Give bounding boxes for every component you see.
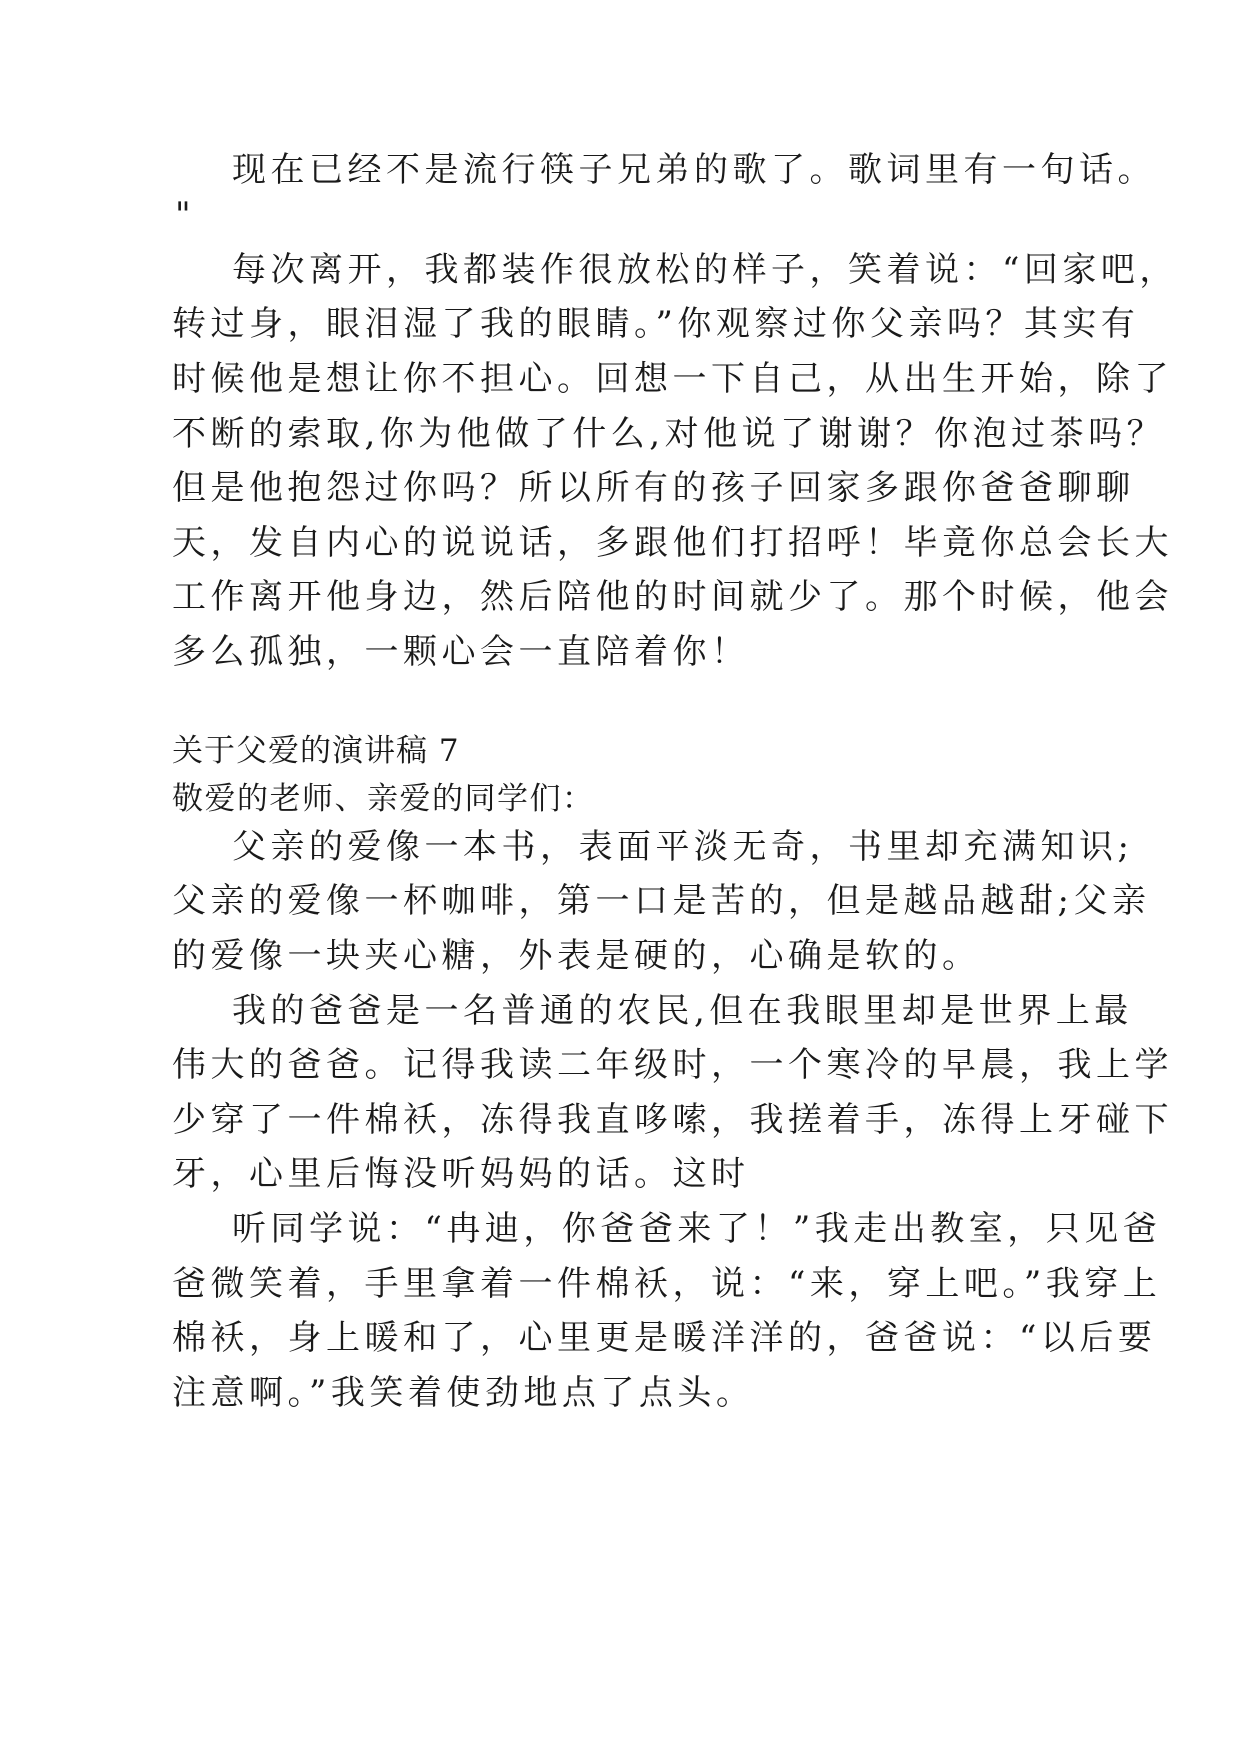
text-line: " [175, 195, 196, 235]
text-line: 少穿了一件棉袄，冻得我直哆嗦，我搓着手，冻得上牙碰下 [172, 1100, 1173, 1140]
text-line: 时候他是想让你不担心。回想一下自己，从出生开始，除了 [172, 359, 1173, 399]
text-line: 棉袄，身上暖和了，心里更是暖洋洋的，爸爸说：“以后要 [172, 1318, 1157, 1358]
text-line: 爸微笑着，手里拿着一件棉袄，说：“来，穿上吧。”我穿上 [172, 1264, 1162, 1304]
section-heading: 关于父爱的演讲稿 7 [172, 733, 460, 769]
text-line: 伟大的爸爸。记得我读二年级时，一个寒冷的早晨，我上学 [172, 1045, 1173, 1085]
greeting-line: 敬爱的老师、亲爱的同学们： [172, 781, 595, 817]
text-line: 但是他抱怨过你吗？所以所有的孩子回家多跟你爸爸聊聊 [172, 468, 1135, 508]
text-line: 天，发自内心的说说话，多跟他们打招呼！毕竟你总会长大 [172, 523, 1173, 563]
text-line: 工作离开他身边，然后陪他的时间就少了。那个时候，他会 [172, 577, 1173, 617]
text-line: 注意啊。”我笑着使劲地点了点头。 [172, 1373, 755, 1413]
text-line: 每次离开，我都装作很放松的样子，笑着说：“回家吧， [232, 250, 1178, 290]
text-line: 听同学说：“冉迪，你爸爸来了！”我走出教室，只见爸 [232, 1209, 1162, 1249]
text-line: 多么孤独，一颗心会一直陪着你！ [172, 632, 750, 672]
text-line: 不断的索取,你为他做了什么,对他说了谢谢？你泡过茶吗？ [172, 414, 1166, 454]
text-line: 我的爸爸是一名普通的农民,但在我眼里却是世界上最 [232, 991, 1133, 1031]
text-line: 现在已经不是流行筷子兄弟的歌了。歌词里有一句话。 [232, 150, 1156, 190]
text-line: 转过身，眼泪湿了我的眼睛。”你观察过你父亲吗？其实有 [172, 304, 1140, 344]
text-line: 牙，心里后悔没听妈妈的话。这时 [172, 1154, 750, 1194]
text-line: 父亲的爱像一杯咖啡，第一口是苦的，但是越品越甜;父亲 [172, 881, 1151, 921]
text-line: 父亲的爱像一本书，表面平淡无奇，书里却充满知识; [232, 827, 1134, 867]
text-line: 的爱像一块夹心糖，外表是硬的，心确是软的。 [172, 936, 981, 976]
